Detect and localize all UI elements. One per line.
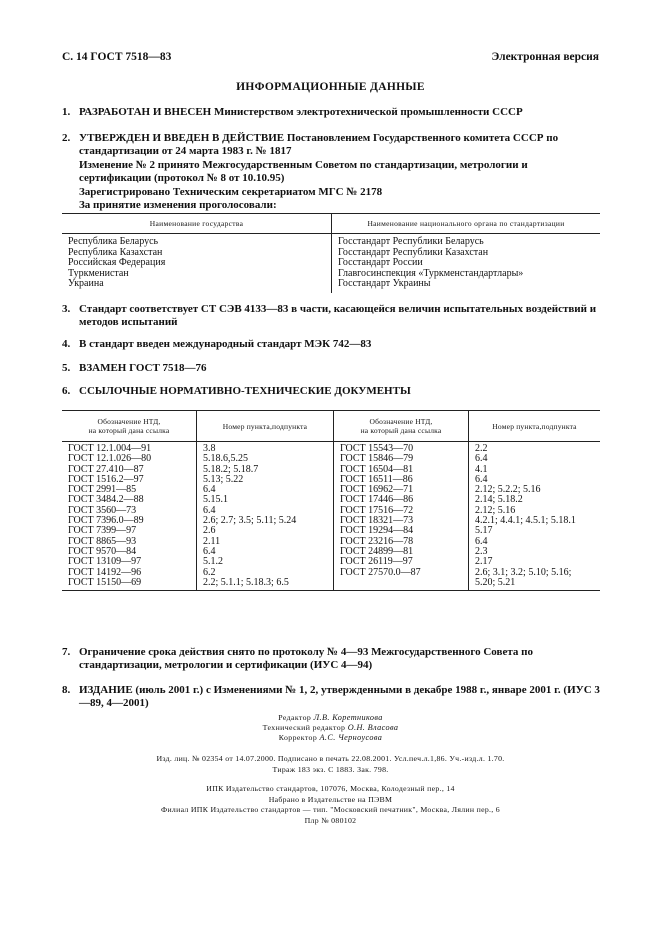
section-8-text: ИЗДАНИЕ (июль 2001 г.) с Изменениями № 1, 2, утвержденными в декабре 1988 г., январе 2001 г. (ИУС 3—89, 4—2001) [79,684,600,710]
states-table [62,213,600,293]
states-list: Республика Беларусь Республика Казахстан Российская Федерация Туркменистан Украина [62,234,332,293]
section-5-text: ВЗАМЕН ГОСТ 7518—76 [79,362,207,374]
tech-editor-name: О.Н. Власова [347,722,399,732]
ref-col-3-header: Обозначение НТД, на который дана ссылка [334,411,469,442]
imprint-editors: Редактор Л.В. Коретникова Технический редактор О.Н. Власова Корректор А.С. Черноусова [262,713,399,742]
section-6-text: ССЫЛОЧНЫЕ НОРМАТИВНО-ТЕХНИЧЕСКИЕ ДОКУМЕНТЫ [79,385,411,397]
organs-col-header: Наименование национального органа по стандартизации [332,214,601,234]
section-7-text: Ограничение срока действия снято по протоколу № 4—93 Межгосударственного Совета по стандартизации, метрологии и сертификации (ИУС 4—94) [79,646,533,672]
page-title: ИНФОРМАЦИОННЫЕ ДАННЫЕ [236,81,425,93]
ref-col-4-cells: 2.2 6.4 4.1 6.4 2.12; 5.2.2; 5.16 2.14; 5.18.2 2.12; 5.16 4.2.1; 4.4.1; 4.5.1; 5.18.1 5.17 6.4 2.3 2.17 2.6; 3.1; 3.2; 5.10; 5.16; 5.20; 5.21 [469,442,601,591]
section-2-text: УТВЕРЖДЕН И ВВЕДЕН В ДЕЙСТВИЕ Постановлением Государственного комитета СССР по стандартизации от 24 марта 1983 г. № 1817 [79,132,559,158]
ref-col-1-header: Обозначение НТД, на который дана ссылка [62,411,197,442]
organs-list: Госстандарт Республики Беларусь Госстандарт Республики Казахстан Госстандарт России Главгосинспекция «Туркменстандартлары» Госстандарт Украины [338,236,524,290]
section-4: 4. В стандарт введен международный стандарт МЭК 742—83 [62,338,600,351]
section-1: 1. РАЗРАБОТАН И ВНЕСЕН Министерством электротехнической промышленности СССР [62,106,600,119]
header-left: С. 14 ГОСТ 7518—83 [62,51,172,63]
section-2: 2. УТВЕРЖДЕН И ВВЕДЕН В ДЕЙСТВИЕ Постановлением Государственного комитета СССР по стандартизации от 24 марта 1983 г. № 1817 Изменение № 2 принято Межгосударственным Советом по стандартизации, метрологии и сертификации (протокол № 8 от 10.10.95) Зарегистрировано Техническим секретариатом МГС № 2178 За принятие изменения проголосовали: [62,132,600,212]
section-2-change: Изменение № 2 принято Межгосударственным Советом по стандартизации, метрологии и сертификации (протокол № 8 от 10.10.95) [79,158,528,185]
section-8: 8. ИЗДАНИЕ (июль 2001 г.) с Изменениями № 1, 2, утвержденными в декабре 1988 г., январе 2001 г. (ИУС 3—89, 4—2001) [62,684,600,710]
ref-col-2-header: Номер пункта,подпункта [197,411,334,442]
header-right: Электронная версия [491,51,599,63]
ref-col-1-cells: ГОСТ 12.1.004—91 ГОСТ 12.1.026—80 ГОСТ 27.410—87 ГОСТ 1516.2—97 ГОСТ 2991—85 ГОСТ 3484.2—88 ГОСТ 3560—73 ГОСТ 7396.0—89 ГОСТ 7399—97 ГОСТ 8865—93 ГОСТ 9570—84 ГОСТ 13109—97 ГОСТ 14192—96 ГОСТ 15150—69 [62,442,197,591]
section-5: 5. ВЗАМЕН ГОСТ 7518—76 [62,362,600,375]
section-2-voted: За принятие изменения проголосовали: [79,199,277,212]
references-table [62,410,600,591]
ref-col-4-header: Номер пункта,подпункта [469,411,601,442]
section-1-text: РАЗРАБОТАН И ВНЕСЕН Министерством электротехнической промышленности СССР [79,106,523,118]
states-col-header: Наименование государства [62,214,332,234]
section-7: 7. Ограничение срока действия снято по протоколу № 4—93 Межгосударственного Совета по стандартизации, метрологии и сертификации (ИУС 4—94) [62,646,600,673]
section-3: 3. Стандарт соответствует СТ СЭВ 4133—83 в части, касающейся величин испытательных воздействий и методов испытаний [62,303,600,330]
ref-col-3-cells: ГОСТ 15543—70 ГОСТ 15846—79 ГОСТ 16504—81 ГОСТ 16511—86 ГОСТ 16962—71 ГОСТ 17446—86 ГОСТ 17516—72 ГОСТ 18321—73 ГОСТ 19294—84 ГОСТ 23216—78 ГОСТ 24899—81 ГОСТ 26119—97 ГОСТ 27570.0—87 [334,442,469,591]
section-3-text: Стандарт соответствует СТ СЭВ 4133—83 в части, касающейся величин испытательных воздействий и методов испытаний [79,303,597,329]
section-6: 6. ССЫЛОЧНЫЕ НОРМАТИВНО-ТЕХНИЧЕСКИЕ ДОКУМЕНТЫ [62,385,600,398]
imprint-publisher: ИПК Издательство стандартов, 107076, Москва, Колодезный пер., 14 Набрано в Издательстве на ПЭВМ Филиал ИПК Издательство стандартов — тип. "Московский печатник", Москва, Лялин пер., 6 Плр № 080102 [160,784,501,825]
editor-name: Л.В. Коретникова [313,713,383,722]
section-2-registered: Зарегистрировано Техническим секретариатом МГС № 2178 [79,185,383,198]
ref-col-2-cells: 3.8 5.18.6,5.25 5.18.2; 5.18.7 5.13; 5.22 6.4 5.15.1 6.4 2.6; 2.7; 3.5; 5.11; 5.24 2.6 2.11 6.4 5.1.2 6.2 2.2; 5.1.1; 5.18.3; 6.5 [197,442,334,591]
corrector-name: А.С. Черноусова [319,732,383,742]
imprint-print-info: Изд. лиц. № 02354 от 14.07.2000. Подписано в печать 22.08.2001. Усл.печ.л.1,86. Уч.-изд.л. 1.70. Тираж 183 экз. С 1883. Зак. 798. [156,754,505,774]
section-4-text: В стандарт введен международный стандарт МЭК 742—83 [79,338,372,350]
